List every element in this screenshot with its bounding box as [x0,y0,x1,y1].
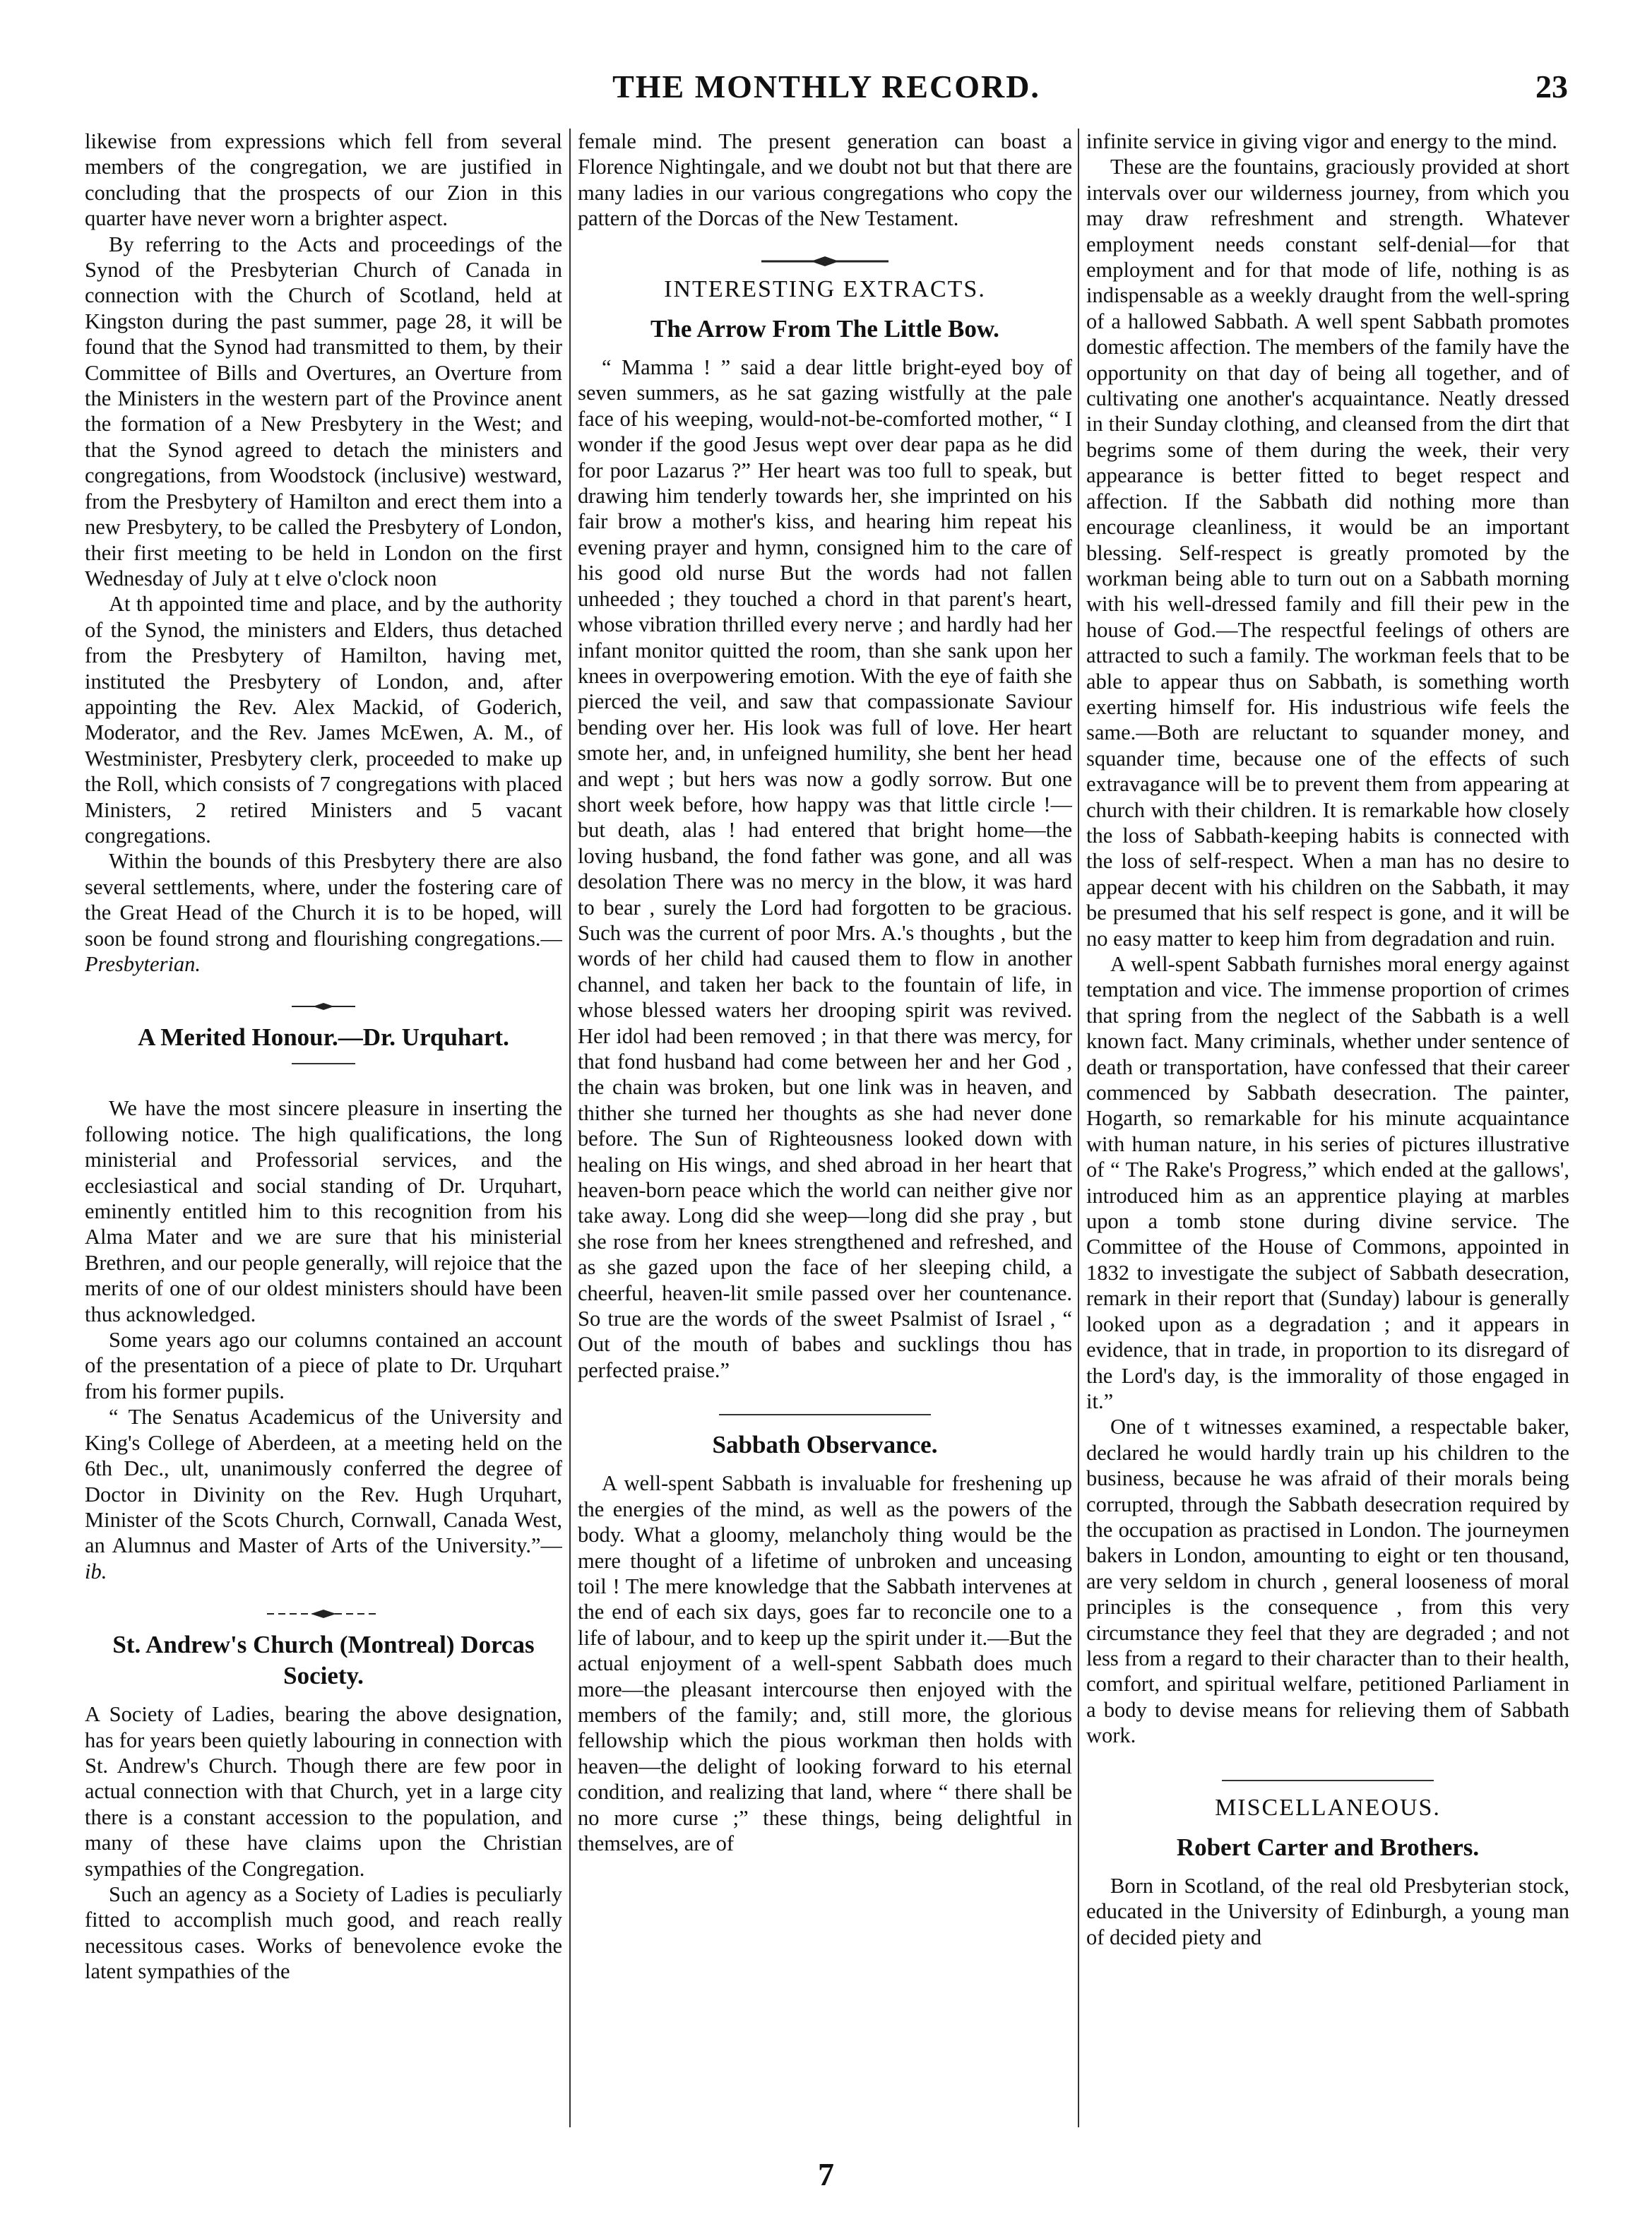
section-rule [719,1414,931,1415]
section-title: MISCELLANEOUS. [1215,1794,1441,1821]
paragraph-within [85,848,562,977]
paragraph: A well-spent Sabbath is invaluable for freshening up the energies of the mind, as well as the powers of the body. What a gloomy, melancholy thing would be the mere thought of a lifetime of unbroken and unceasing toil ! The mere knowledge that the Sabbath intervenes at the end of each six days, goes far to reconcile one to a life of labour, and to keep up the spirit under it.—But the actual enjoyment of a well-spent Sabbath does much more—the pleasant intercourse then enjoyed with the members of the family; and, still more, the glorious fellowship which the pious workman then holds with heaven—the delight of looking forward to his eternal condition, and realizing that land, where “ there shall be no more curse ;” these things, being delightful in themselves, are of [578,1471,1072,1855]
publication-title: THE MONTHLY RECORD. [612,69,1040,105]
page-number: 23 [1535,69,1568,105]
signature-mark: 7 [818,2156,834,2192]
article-heading: The Arrow From The Little Bow. [650,315,999,343]
paragraph: A well-spent Sabbath furnishes moral energy against temptation and vice. The immense proportion of crimes that spring from the neglect of the Sabbath is a well known fact. Many criminals, whether under sentence of death or transportation, have confessed that their career commenced by Sabbath desecration. The painter, Hogarth, so remarkable for his minute acquaintance with human nature, in his series of pictures illustrative of “ The Rake's Progress,” which ended at the gallows', introduced him as an apprentice playing at marbles upon a tomb stone during divine service. The Committee of the House of Commons, appointed in 1832 to investigate the subject of Sabbath desecration, remark in their report that (Sunday) labour is generally looked upon as a degradation ; and it appears in evidence, that in trade, in proportion to its disregard of the Lord's day, is the immorality of those engaged in it.” [1086,952,1569,1413]
paragraph: A Society of Ladies, bearing the above designation, has for years been quietly labouring in connection with St. Andrew's Church. Though there are few poor in actual connection with that Church, yet in a large city there is a constant accession to the population, and many of these have claims upon the Christian sympathies of the Congregation. [85,1702,562,1881]
page-header [85,68,1568,112]
article-heading: Sabbath Observance. [712,1431,938,1459]
source-signature: ib. [85,1559,107,1583]
paragraph-text: Within the bounds of this Presbytery there are also several settlements, where, under the fostering care of the Great Head of the Church it is to be hoped, will soon be found strong and flourishing congregations.— [85,849,562,951]
paragraph: “ Mamma ! ” said a dear little bright-eyed boy of seven summers, as he sat gazing wistfully at the pale face of his weeping, would-not-be-comforted mother, “ I wonder if the good Jesus wept over dear papa as he did for poor Lazarus ?” Her heart was too full to speak, but drawing him tenderly towards her, she imprinted on his fair brow a mother's kiss, and hearing him repeat his evening prayer and hymn, consigned him to the care of his good old nurse But the words had not fallen unheeded ; they touched a chord in that parent's heart, whose vibration thrilled every nerve ; and hardly had her infant monitor quitted the room, than she sank upon her knees in overpowering emotion. With the eye of faith she pierced the veil, and saw that compassionate Saviour bending over her. His look was full of love. Her heart smote her, and, in unfeigned humility, she bent her head and wept ; but hers was now a godly sorrow. But one short week before, how happy was that little circle !—but death, alas ! had entered that bright home—the loving husband, the fond father was gone, and all was desolation There was no mercy in the blow, it was hard to bear , surely the Lord had forgotten to be gracious. Such was the current of poor Mrs. A.'s thoughts , but the words of her child had caused them to flow in another channel, and taken her back to the fountain of life, in whose blessed waters her drooping spirit was revived. Her idol had been removed ; in that there was mercy, for that fond husband had come between her and her God , the chain was broken, but one link was in heaven, and thither she turned her thoughts as she had never done before. The Sun of Righteousness looked down with healing on His wings, and shed abroad in her heart that heaven-born peace which the world can neither give nor take away. Long did she weep—long did she pray , but she rose from her knees strengthened and refreshed, and as she gazed upon the face of her sleeping child, a cheerful, heaven-lit smile passed over her countenance. So true are the words of the sweet Psalmist of Israel , “ Out of the mouth of babes and sucklings thou has perfected praise.” [578,355,1072,1382]
heading-rule [292,1063,355,1064]
ornament-divider [578,247,1072,263]
column-right [1086,129,1569,2134]
paragraph: Such an agency as a Society of Ladies is peculiarly fitted to accomplish much good, and reach really necessitous cases. Works of benevolence evoke the latent sympathies of the [85,1882,562,1984]
column-middle [578,129,1072,2134]
paragraph: By referring to the Acts and proceedings of the Synod of the Presbyterian Church of Canada in connection with the Church of Scotland, held at Kingston during the past summer, page 28, it will be found that the Synod had transmitted to them, by their Committee of Bills and Overtures, an Overture from the Ministers in the western part of the Province anent the formation of a New Presbytery in the West; and that the Synod agreed to detach the ministers and congregations, from Woodstock (inclusive) westward, from the Presbytery of Hamilton and erect them into a new Presbytery, to be called the Presbytery of London, their first meeting to be held in London on the first Wednesday of July at t elve o'clock noon [85,232,562,590]
paragraph: likewise from expressions which fell from several members of the congregation, we are justified in concluding that the prospects of our Zion in this quarter have never worn a brighter aspect. [85,129,562,231]
paragraph: female mind. The present generation can boast a Florence Nightingale, and we doubt not but that there are many ladies in our various congregations who copy the pattern of the Dorcas of the New Testament. [578,129,1072,231]
paragraph: At th appointed time and place, and by the authority of the Synod, the ministers and Elders, thus detached from the Presbytery of Hamilton, having met, instituted the Presbytery of London, and, after appointing the Rev. Alex Mackid, of Goderich, Moderator, and the Rev. James McEwen, A. M., of Westminister, Presbytery clerk, proceeded to make up the Roll, which consists of 7 congregations with placed Ministers, 2 retired Ministers and 5 vacant congregations. [85,592,562,848]
column-left [85,129,562,2134]
paragraph: We have the most sincere pleasure in inserting the following notice. The high qualifications, the long ministerial and Professorial services, and the ecclesiastical and social standing of Dr. Urquhart, eminently entitled him to this recognition from his Alma Mater and we are sure that his ministerial Brethren, and our people generally, will rejoice that the merits of one of our oldest ministers should have been thus acknowledged. [85,1096,562,1326]
article-heading: St. Andrew's Church (Montreal) Dorcas Society. [112,1631,535,1690]
source-signature: Presbyterian. [85,952,201,976]
article-heading: Robert Carter and Brothers. [1176,1833,1480,1861]
paragraph: infinite service in giving vigor and energy to the mind. [1086,129,1557,153]
paragraph-senatus [85,1404,562,1584]
column-divider-left [569,129,571,2127]
section-title: INTERESTING EXTRACTS. [664,275,986,302]
paragraph-text: “ The Senatus Academicus of the University and King's College of Aberdeen, at a meeting held on the 6th Dec., ult, unanimously conferred the degree of Doctor in Divinity on the Rev. Hugh Urquhart, Minister of the Scots Church, Cornwall, Canada West, an Alumnus and Master of Arts of the University.”— [85,1405,562,1558]
ornament-divider [85,1600,562,1615]
column-divider-right [1078,129,1079,2127]
article-heading: A Merited Honour.—Dr. Urquhart. [138,1023,509,1052]
paragraph: These are the fountains, graciously provided at short intervals over our wilderness journey, from which you may draw refreshment and strength. Whatever employment needs constant self-denial—for that employment and for that mode of life, nothing is as indispensable as a weekly draught from the well-spring of a hallowed Sabbath. A well spent Sabbath promotes domestic affection. The members of the family have the opportunity on that day of being all together, and of cultivating one another's acquaintance. Neatly dressed in their Sunday clothing, and cleansed from the dirt that begrims some of them during the week, their very appearance is better fitted to beget respect and affection. If the Sabbath did nothing more than encourage cleanliness, it would be an important blessing. Self-respect is greatly promoted by the workman being able to turn out on a Sabbath morning with his well-dressed family and fill their pew in the house of God.—The respectful feelings of others are attracted to such a family. The workman feels that to be able to appear thus on Sabbath, is something worth exerting himself for. His industrious wife feels the same.—Both are reluctant to squander money, and squander time, because one of the effects of such extravagance will be to prevent them from appearing at church with their children. It is remarkable how closely the loss of Sabbath-keeping habits is connected with the loss of self-respect. When a man has no desire to appear decent with his children on the Sabbath, it may be presumed that his self respect is gone, and it will be no easy matter to keep him from degradation and ruin. [1086,155,1569,951]
paragraph: Some years ago our columns contained an account of the presentation of a piece of plate to Dr. Urquhart from his former pupils. [85,1328,562,1403]
paragraph: Born in Scotland, of the real old Presbyterian stock, educated in the University of Edinburgh, a young man of decided piety and [1086,1874,1569,1949]
paragraph: One of t witnesses examined, a respectable baker, declared he would hardly train up his children to the business, because he was afraid of their morals being corrupted, through the Sabbath desecration required by the occupation as practised in London. The journeymen bakers in London, amounting to eight or ten thousand, are very seldom in church , general looseness of moral principles is the consequence , from this very circumstance they feel that they are degraded ; and not less from a regard to their character than to their health, comfort, and spiritual welfare, petitioned Parliament in a body to devise means for relieving them of Sabbath work. [1086,1415,1569,1748]
ornament-divider [85,992,562,1008]
section-rule [1222,1780,1434,1781]
